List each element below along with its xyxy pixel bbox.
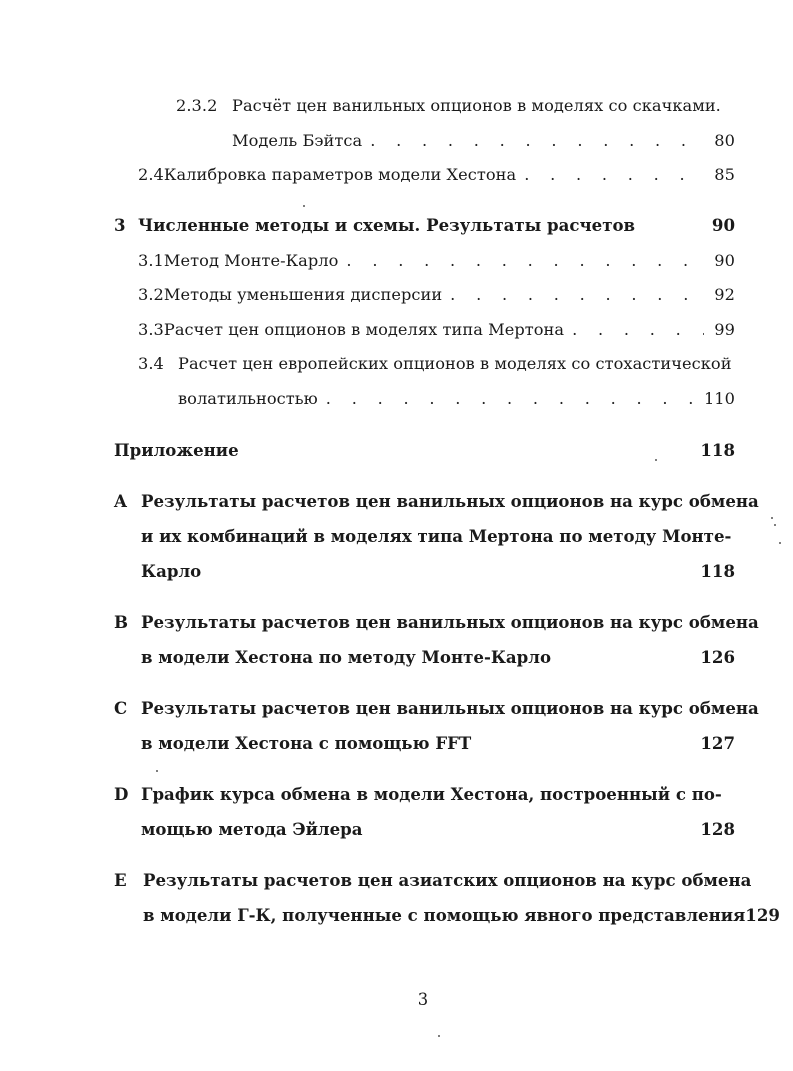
toc-chapter-3[interactable] [114, 215, 735, 235]
entry-title: Калибровка параметров модели Хестона [163, 165, 517, 184]
page-ref: 90 [714, 251, 735, 270]
toc-appendix[interactable] [114, 440, 735, 460]
entry-title: Расчёт цен ванильных опционов в моделях со скачками. [232, 96, 721, 115]
toc-entry-3-3[interactable] [138, 320, 735, 339]
appendix-letter: D [114, 784, 129, 804]
appendix-entry-title: Результаты расчетов цен ванильных опционов на курс обмена [141, 491, 759, 511]
page-ref: 118 [700, 561, 735, 581]
chapter-title: Численные методы и схемы. Результаты расчетов [138, 215, 636, 235]
toc-appendix-a-cont[interactable] [141, 526, 731, 546]
scan-speck [771, 517, 773, 519]
entry-number: 2.3.2 [176, 96, 218, 115]
toc-appendix-e-cont[interactable] [143, 905, 780, 925]
scan-speck [303, 205, 305, 207]
entry-title: Методы уменьшения дисперсии [163, 285, 443, 304]
appendix-letter: A [114, 491, 127, 511]
toc-entry-3-2[interactable] [138, 285, 735, 304]
page-ref: 126 [700, 647, 735, 667]
entry-number: 3.3 [138, 320, 164, 339]
toc-appendix-a[interactable] [114, 491, 759, 511]
appendix-entry-title-continued: Карло [141, 561, 202, 581]
appendix-entry-title-continued: в модели Хестона с помощью FFT [141, 733, 472, 753]
page-number: 3 [417, 990, 429, 1009]
scan-speck [655, 459, 657, 461]
chapter-number: 3 [114, 215, 126, 235]
dot-leader [524, 165, 704, 184]
appendix-entry-title: Результаты расчетов цен ванильных опционов на курс обмена [141, 698, 759, 718]
entry-number: 3.2 [138, 285, 164, 304]
toc-entry-2-3-2-cont[interactable] [232, 131, 735, 150]
appendix-letter: B [114, 612, 129, 632]
toc-appendix-d-cont[interactable] [141, 819, 735, 839]
scan-speck [156, 770, 158, 772]
page-ref: 80 [714, 131, 735, 150]
toc-entry-3-4[interactable] [138, 354, 732, 373]
toc-appendix-c[interactable] [114, 698, 759, 718]
appendix-title: Приложение [114, 440, 239, 460]
toc-entry-3-1[interactable] [138, 251, 735, 270]
entry-title: Расчет цен опционов в моделях типа Мертона [163, 320, 565, 339]
dot-leader [572, 320, 704, 339]
page-ref: 127 [700, 733, 735, 753]
toc-entry-3-4-cont[interactable] [178, 389, 735, 408]
toc-appendix-d[interactable] [114, 784, 722, 804]
page-ref: 92 [714, 285, 735, 304]
toc-appendix-c-cont[interactable] [141, 733, 735, 753]
entry-title: Метод Монте-Карло [163, 251, 339, 270]
entry-title-continued: волатильностью [178, 389, 318, 408]
dot-leader [370, 131, 704, 150]
toc-appendix-b[interactable] [114, 612, 759, 632]
appendix-letter: C [114, 698, 128, 718]
appendix-entry-title: График курса обмена в модели Хестона, построенный с по- [141, 784, 722, 804]
dot-leader [326, 389, 702, 408]
page-ref: 129 [745, 905, 780, 925]
dot-leader [346, 251, 704, 270]
toc-appendix-b-cont[interactable] [141, 647, 735, 667]
appendix-entry-title-continued: и их комбинаций в моделях типа Мертона по методу Монте- [141, 526, 732, 546]
entry-number: 3.1 [138, 251, 164, 270]
appendix-entry-title: Результаты расчетов цен ванильных опционов на курс обмена [141, 612, 759, 632]
entry-number: 2.4 [138, 165, 164, 184]
appendix-entry-title-continued: в модели Г-К, полученные с помощью явного представления [143, 905, 746, 925]
appendix-entry-title-continued: мощью метода Эйлера [141, 819, 363, 839]
entry-number: 3.4 [138, 354, 164, 373]
page-ref: 128 [700, 819, 735, 839]
dot-leader [450, 285, 704, 304]
appendix-entry-title-continued: в модели Хестона по методу Монте-Карло [141, 647, 552, 667]
entry-title: Расчет цен европейских опционов в моделях со стохастической [178, 354, 732, 373]
appendix-letter: E [114, 870, 127, 890]
scan-speck [779, 542, 781, 544]
appendix-entry-title: Результаты расчетов цен азиатских опционов на курс обмена [143, 870, 752, 890]
page-ref: 118 [700, 440, 735, 460]
toc-entry-2-4[interactable] [138, 165, 735, 184]
scan-speck [774, 524, 776, 526]
page-ref: 99 [714, 320, 735, 339]
entry-title-continued: Модель Бэйтса [232, 131, 363, 150]
toc-appendix-a-cont2[interactable] [141, 561, 735, 581]
scan-speck [438, 1035, 440, 1037]
toc-appendix-e[interactable] [114, 870, 751, 890]
page-ref: 85 [714, 165, 735, 184]
toc-entry-2-3-2[interactable] [176, 96, 721, 115]
page-ref: 90 [711, 215, 735, 235]
page-ref: 110 [703, 389, 735, 408]
